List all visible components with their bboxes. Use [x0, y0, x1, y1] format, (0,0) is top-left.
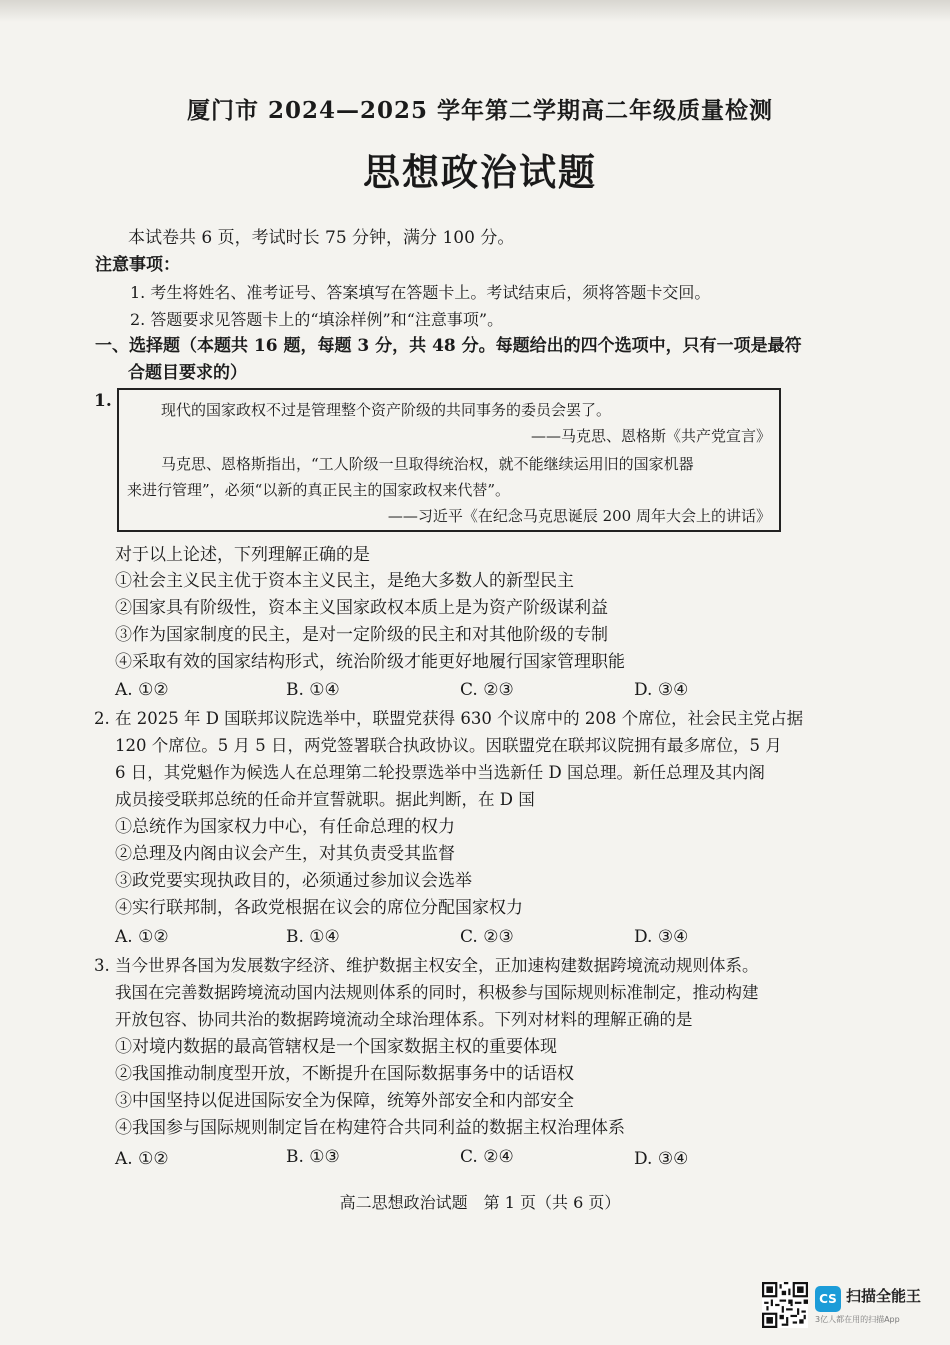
question-text: 120 个席位。5 月 5 日，两党签署联合执政协议。因联盟党在联邦议院拥有最多席位，5 月 [115, 736, 782, 755]
question-text: 开放包容、协同共治的数据跨境流动全球治理体系。下列对材料的理解正确的是 [115, 1010, 693, 1029]
option-b: B. ①④ [286, 927, 340, 947]
option-c: C. ②④ [460, 1147, 514, 1167]
qr-code-icon [762, 1282, 808, 1328]
statement: ②总理及内阁由议会产生，对其负责受其监督 [115, 844, 455, 864]
option-d: D. ③④ [634, 1149, 689, 1169]
subject-title: 思想政治试题 [363, 150, 597, 194]
statement: ②国家具有阶级性，资本主义国家政权本质上是为资产阶级谋利益 [115, 598, 608, 618]
statement: ③作为国家制度的民主，是对一定阶级的民主和对其他阶级的专制 [115, 625, 608, 645]
notice-item: 2. 答题要求见答题卡上的“填涂样例”和“注意事项”。 [130, 310, 504, 329]
notice-label: 注意事项： [95, 255, 180, 275]
scanner-logo-icon: CS [815, 1286, 841, 1312]
option-a: A. ①② [115, 680, 169, 700]
question-number: 1. [94, 391, 112, 411]
quote-text: 现代的国家政权不过是管理整个资产阶级的共同事务的委员会罢了。 [161, 401, 612, 419]
option-b: B. ①③ [286, 1147, 340, 1167]
quote-text: 来进行管理”，必须“以新的真正民主的国家政权来代替”。 [127, 481, 511, 499]
question-text: 2. 在 2025 年 D 国联邦议院选举中，联盟党获得 630 个议席中的 208 个席位，社会民主党占据 [94, 709, 804, 728]
section-title-cont: 合题目要求的） [128, 363, 247, 383]
statement: ①总统作为国家权力中心，有任命总理的权力 [115, 817, 455, 837]
option-a: A. ①② [115, 927, 169, 947]
exam-title: 厦门市 2024—2025 学年第二学期高二年级质量检测 [186, 97, 774, 124]
statement: ④实行联邦制，各政党根据在议会的席位分配国家权力 [115, 898, 523, 918]
notice-item: 1. 考生将姓名、准考证号、答案填写在答题卡上。考试结束后，须将答题卡交回。 [130, 283, 711, 302]
option-d: D. ③④ [634, 927, 689, 947]
question-text: 我国在完善数据跨境流动国内法规则体系的同时，积极参与国际规则标准制定，推动构建 [115, 983, 759, 1002]
statement: ①对境内数据的最高管辖权是一个国家数据主权的重要体现 [115, 1037, 557, 1057]
quote-source: ——马克思、恩格斯《共产党宣言》 [530, 427, 771, 445]
quote-text: 马克思、恩格斯指出，“工人阶级一旦取得统治权，就不能继续运用旧的国家机器 [161, 455, 694, 473]
statement: ④我国参与国际规则制定旨在构建符合共同利益的数据主权治理体系 [115, 1118, 625, 1138]
question-text: 成员接受联邦总统的任命并宣誓就职。据此判断，在 D 国 [115, 790, 535, 809]
quote-source: ——习近平《在纪念马克思诞辰 200 周年大会上的讲话》 [387, 507, 771, 525]
scanner-brand-name: 扫描全能王 [846, 1287, 922, 1305]
question-text: 6 日，其党魁作为候选人在总理第二轮投票选举中当选新任 D 国总理。新任总理及其内阁 [115, 763, 765, 782]
section-title: 一、选择题（本题共 16 题，每题 3 分，共 48 分。每题给出的四个选项中，只有一项是最符 [95, 336, 802, 356]
question-text: 3. 当今世界各国为发展数字经济、维护数据主权安全，正加速构建数据跨境流动规则体系。 [94, 956, 759, 975]
statement: ③政党要实现执政目的，必须通过参加议会选举 [115, 871, 472, 891]
page-footer: 高二思想政治试题 第 1 页（共 6 页） [339, 1193, 621, 1212]
option-d: D. ③④ [634, 680, 689, 700]
option-c: C. ②③ [460, 927, 514, 947]
statement: ②我国推动制度型开放，不断提升在国际数据事务中的话语权 [115, 1064, 574, 1084]
exam-info: 本试卷共 6 页，考试时长 75 分钟，满分 100 分。 [128, 228, 515, 248]
quote-box [117, 388, 781, 532]
statement: ①社会主义民主优于资本主义民主，是绝大多数人的新型民主 [115, 571, 574, 591]
scan-edge-shade [0, 0, 950, 22]
option-c: C. ②③ [460, 680, 514, 700]
option-a: A. ①② [115, 1149, 169, 1169]
option-b: B. ①④ [286, 680, 340, 700]
statement: ④采取有效的国家结构形式，统治阶级才能更好地履行国家管理职能 [115, 652, 625, 672]
scanner-slogan: 3亿人都在用的扫描App [815, 1315, 900, 1324]
statement: ③中国坚持以促进国际安全为保障，统筹外部安全和内部安全 [115, 1091, 574, 1111]
question-stem: 对于以上论述，下列理解正确的是 [115, 545, 370, 565]
